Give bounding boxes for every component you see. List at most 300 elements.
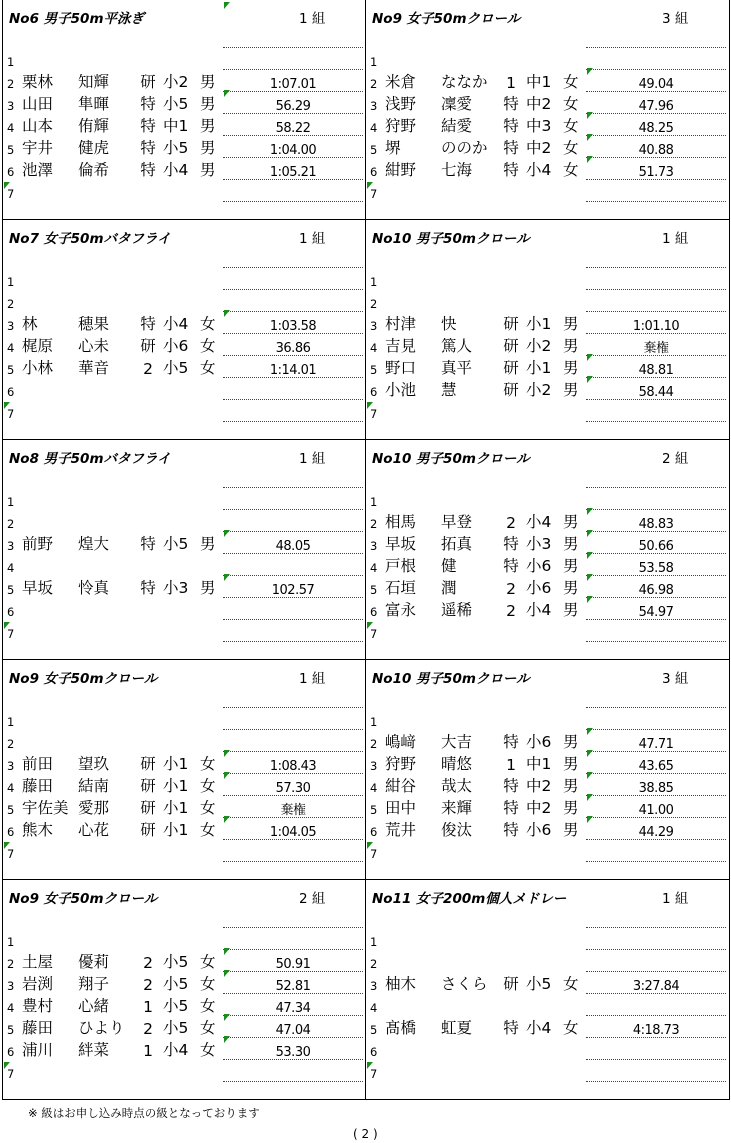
swimmer-family-name: 狩野 [385,755,417,773]
swimmer-family-name: 小池 [385,381,417,399]
swimmer-given-name: 凜愛 [441,95,473,113]
sex: 男 [563,535,579,553]
event-cell [366,220,730,440]
comment-marker-icon [587,68,593,75]
lane-number: 7 [370,847,378,861]
time-underline [223,927,363,928]
sex: 女 [200,1041,216,1059]
swimmer-family-name: 髙橋 [385,1019,417,1037]
time-underline [223,861,363,862]
lane-row [3,180,367,202]
affiliation-class: 特 [503,117,519,135]
comment-marker-icon [587,156,593,163]
entry-time: 48.81 [638,363,674,378]
lane-number: 2 [370,517,378,531]
entry-time: 51.73 [638,165,674,180]
swimmer-family-name: 荒井 [385,821,417,839]
heat-number: 2 組 [662,451,689,467]
lane-number: 4 [7,341,15,355]
lane-row [366,1038,730,1060]
affiliation-class: 2 [506,602,516,620]
school-grade: 小1 [163,799,189,817]
swimmer-given-name: 真平 [441,359,473,377]
event-title: No11 女子200m個人メドレー [372,891,567,907]
swimmer-given-name: 健虎 [78,139,110,157]
affiliation-class: 研 [503,359,519,377]
comment-marker-icon [224,574,230,581]
comment-marker-icon [587,574,593,581]
swimmer-given-name: 早登 [441,513,473,531]
swimmer-given-name: 慧 [441,381,457,399]
affiliation-class: 1 [506,74,516,92]
swimmer-family-name: 石垣 [385,579,417,597]
sex: 女 [200,1019,216,1037]
sex: 男 [563,359,579,377]
time-underline [586,487,726,488]
swimmer-family-name: 山本 [22,117,54,135]
swimmer-given-name: 倫希 [78,161,110,179]
entry-time: 47.34 [275,1001,311,1016]
sex: 男 [200,73,216,91]
lane-row [366,268,730,290]
comment-marker-icon [4,622,10,629]
swimmer-given-name: 心緒 [78,997,110,1015]
swimmer-given-name: 心花 [78,821,110,839]
lane-row [366,48,730,70]
swimmer-family-name: 早坂 [385,535,417,553]
comment-marker-icon [224,530,230,537]
heat-number: 1 組 [662,231,689,247]
time-underline [586,1081,726,1082]
school-grade: 小2 [526,337,552,355]
lane-row [3,708,367,730]
entry-time: 50.91 [275,957,311,972]
sex: 女 [200,953,216,971]
swimmer-family-name: 梶原 [22,337,54,355]
time-underline [223,641,363,642]
lane-number: 7 [7,847,15,861]
comment-marker-icon [224,772,230,779]
swimmer-given-name: さくら [441,975,488,993]
affiliation-class: 特 [503,557,519,575]
school-grade: 小5 [163,975,189,993]
swimmer-family-name: 田中 [385,799,417,817]
event-title: No10 男子50mクロール [372,451,530,467]
time-underline [223,707,363,708]
sex: 男 [563,557,579,575]
affiliation-class: 特 [140,579,156,597]
swimmer-family-name: 山田 [22,95,54,113]
lane-row [3,730,367,752]
lane-number: 3 [370,319,378,333]
entry-time: 棄権 [643,341,669,356]
school-grade: 小4 [526,1019,552,1037]
swimmer-given-name: 晴悠 [441,755,473,773]
entry-time: 54.97 [638,605,674,620]
swimmer-given-name: 健 [441,557,457,575]
affiliation-class: 2 [506,580,516,598]
lane-row [3,290,367,312]
entry-time: 52.81 [275,979,311,994]
school-grade: 小4 [526,161,552,179]
event-cell [366,660,730,880]
lane-number: 2 [370,77,378,91]
lane-number: 2 [370,737,378,751]
comment-marker-icon [224,1036,230,1043]
lane-row [3,928,367,950]
lane-number: 7 [7,187,15,201]
school-grade: 中2 [526,799,552,817]
lane-number: 2 [370,957,378,971]
sex: 女 [200,821,216,839]
entry-time: 50.66 [638,539,674,554]
school-grade: 中2 [526,95,552,113]
affiliation-class: 1 [143,998,153,1016]
affiliation-class: 特 [140,117,156,135]
lane-number: 6 [7,165,15,179]
swimmer-family-name: 野口 [385,359,417,377]
entry-time: 102.57 [271,583,315,598]
entry-time: 1:04.05 [269,825,317,840]
event-title: No10 男子50mクロール [372,231,530,247]
lane-row [3,510,367,532]
footer-note: ※ 級はお申し込み時点の級となっております [28,1106,260,1120]
heat-number: 1 組 [662,891,689,907]
event-cell [2,880,366,1100]
lane-row [366,378,730,400]
entry-time: 1:04.00 [269,143,317,158]
entry-time: 58.22 [275,121,311,136]
lane-row [3,92,367,114]
affiliation-class: 研 [140,337,156,355]
lane-row [366,774,730,796]
affiliation-class: 特 [503,139,519,157]
lane-row [366,972,730,994]
school-grade: 小5 [526,975,552,993]
affiliation-class: 特 [503,1019,519,1037]
school-grade: 小3 [163,579,189,597]
school-grade: 小3 [526,535,552,553]
lane-number: 1 [7,55,15,69]
sex: 女 [563,139,579,157]
swimmer-given-name: 結愛 [441,117,473,135]
lane-number: 3 [370,979,378,993]
lane-number: 5 [370,363,378,377]
lane-number: 5 [370,803,378,817]
swimmer-family-name: 早坂 [22,579,54,597]
event-title: No8 男子50mバタフライ [9,451,171,467]
lane-number: 7 [370,627,378,641]
sex: 女 [200,777,216,795]
entry-time: 3:27.84 [632,979,680,994]
lane-row [366,620,730,642]
lane-row [366,92,730,114]
entry-time: 53.30 [275,1045,311,1060]
lane-row [366,312,730,334]
lane-number: 5 [370,143,378,157]
affiliation-class: 研 [503,381,519,399]
comment-marker-icon [587,728,593,735]
lane-row [3,972,367,994]
time-underline [223,47,363,48]
swimmer-family-name: 前野 [22,535,54,553]
school-grade: 小6 [526,733,552,751]
lane-row [366,510,730,532]
lane-number: 6 [370,825,378,839]
comment-marker-icon [224,90,230,97]
school-grade: 小4 [163,315,189,333]
swimmer-family-name: 米倉 [385,73,417,91]
entry-time: 47.96 [638,99,674,114]
event-title: No6 男子50m平泳ぎ [9,11,145,27]
sex: 男 [563,513,579,531]
comment-marker-icon [224,1014,230,1021]
sex: 男 [200,579,216,597]
lane-number: 4 [370,781,378,795]
swimmer-family-name: 池澤 [22,161,54,179]
swimmer-given-name: 穂果 [78,315,110,333]
entry-time: 44.29 [638,825,674,840]
lane-row [3,620,367,642]
lane-number: 7 [370,187,378,201]
lane-number: 6 [7,385,15,399]
lane-row [366,1016,730,1038]
lane-number: 5 [7,803,15,817]
swimmer-given-name: 愛那 [78,799,110,817]
lane-row [366,114,730,136]
swimmer-family-name: 藤田 [22,1019,54,1037]
lane-row [366,488,730,510]
lane-row [3,752,367,774]
lane-row [3,576,367,598]
sex: 女 [563,161,579,179]
swimmer-family-name: 豊村 [22,997,54,1015]
lane-row [366,356,730,378]
lane-row [3,818,367,840]
lane-row [3,796,367,818]
lane-number: 3 [7,759,15,773]
time-underline [586,201,726,202]
swimmer-family-name: 紺野 [385,161,417,179]
lane-number: 2 [7,77,15,91]
lane-row [366,994,730,1016]
lane-row [3,136,367,158]
school-grade: 小1 [526,315,552,333]
lane-number: 7 [7,407,15,421]
sex: 女 [200,997,216,1015]
school-grade: 小1 [526,359,552,377]
lane-number: 3 [7,319,15,333]
entry-time: 57.30 [275,781,311,796]
event-cell [2,660,366,880]
lane-row [3,312,367,334]
swimmer-given-name: 拓真 [441,535,473,553]
lane-row [366,708,730,730]
lane-row [366,818,730,840]
entry-time: 36.86 [275,341,311,356]
lane-number: 5 [370,583,378,597]
time-underline [586,267,726,268]
swimmer-family-name: 吉見 [385,337,417,355]
lane-number: 4 [370,341,378,355]
heat-number: 3 組 [662,671,689,687]
entry-time: 1:01.10 [632,319,680,334]
lane-row [3,774,367,796]
affiliation-class: 特 [503,777,519,795]
school-grade: 小6 [526,821,552,839]
swimmer-family-name: 堺 [385,139,401,157]
lane-row [366,290,730,312]
comment-marker-icon [4,1062,10,1069]
entry-time: 56.29 [275,99,311,114]
swimmer-family-name: 浅野 [385,95,417,113]
sex: 女 [200,359,216,377]
lane-row [366,752,730,774]
comment-marker-icon [224,948,230,955]
event-title: No10 男子50mクロール [372,671,530,687]
lane-number: 4 [370,561,378,575]
comment-marker-icon [587,552,593,559]
comment-marker-icon [587,112,593,119]
sex: 女 [563,117,579,135]
school-grade: 中3 [526,117,552,135]
event-title: No7 女子50mバタフライ [9,231,171,247]
sex: 男 [563,315,579,333]
affiliation-class: 特 [503,799,519,817]
school-grade: 小1 [163,821,189,839]
swimmer-family-name: 林 [22,315,38,333]
lane-row [366,70,730,92]
lane-row [366,796,730,818]
sex: 女 [563,95,579,113]
comment-marker-icon [587,354,593,361]
lane-number: 1 [7,715,15,729]
swimmer-given-name: 華音 [78,359,110,377]
sex: 男 [563,755,579,773]
lane-number: 5 [7,143,15,157]
lane-number: 4 [7,1001,15,1015]
swimmer-given-name: 七海 [441,161,473,179]
school-grade: 小4 [163,1041,189,1059]
swimmer-family-name: 熊木 [22,821,54,839]
swimmer-given-name: ななか [441,73,488,91]
school-grade: 小5 [163,1019,189,1037]
swimmer-given-name: 隼暉 [78,95,110,113]
school-grade: 小5 [163,139,189,157]
time-underline [586,421,726,422]
affiliation-class: 特 [503,535,519,553]
sex: 男 [200,117,216,135]
comment-marker-icon [224,970,230,977]
sex: 男 [200,95,216,113]
lane-row [366,334,730,356]
comment-marker-icon [367,402,373,409]
lane-row [3,400,367,422]
swimmer-family-name: 宇佐美 [22,799,69,817]
lane-number: 6 [7,605,15,619]
lane-number: 7 [7,1067,15,1081]
lane-row [366,598,730,620]
swimmer-family-name: 浦川 [22,1041,54,1059]
school-grade: 小1 [163,777,189,795]
swimmer-given-name: 俊汰 [441,821,473,839]
comment-marker-icon [4,842,10,849]
swimmer-given-name: ののか [441,139,488,157]
sex: 女 [563,1019,579,1037]
sex: 男 [563,821,579,839]
school-grade: 小5 [163,359,189,377]
time-underline [586,641,726,642]
affiliation-class: 研 [503,337,519,355]
lane-row [3,356,367,378]
swimmer-given-name: 来輝 [441,799,473,817]
comment-marker-icon [367,622,373,629]
affiliation-class: 2 [506,514,516,532]
swimmer-given-name: 哉太 [441,777,473,795]
lane-number: 2 [7,517,15,531]
entry-time: 棄権 [280,803,306,818]
swimmer-given-name: 篤人 [441,337,473,355]
lane-row [3,48,367,70]
lane-number: 1 [370,495,378,509]
school-grade: 小5 [163,535,189,553]
swimmer-given-name: 望玖 [78,755,110,773]
lane-row [366,576,730,598]
affiliation-class: 2 [143,976,153,994]
sex: 男 [563,777,579,795]
lane-row [366,532,730,554]
swimmer-given-name: 翔子 [78,975,110,993]
lane-number: 4 [370,1001,378,1015]
school-grade: 中2 [526,139,552,157]
entry-time: 48.83 [638,517,674,532]
swimmer-given-name: 心未 [78,337,110,355]
entry-time: 53.58 [638,561,674,576]
comment-marker-icon [4,402,10,409]
lane-number: 3 [7,539,15,553]
sex: 男 [563,381,579,399]
lane-number: 6 [370,605,378,619]
entry-time: 1:14.01 [269,363,317,378]
school-grade: 中1 [526,755,552,773]
entry-time: 48.05 [275,539,311,554]
entry-time: 49.04 [638,77,674,92]
comment-marker-icon [367,1062,373,1069]
entry-time: 4:18.73 [632,1023,680,1038]
lane-row [366,554,730,576]
page-number: ( 2 ) [353,1127,378,1141]
lane-number: 6 [7,1045,15,1059]
swimmer-given-name: ひより [78,1019,125,1037]
lane-number: 7 [370,1067,378,1081]
swimmer-given-name: 侑輝 [78,117,110,135]
comment-marker-icon [367,842,373,849]
school-grade: 中2 [526,777,552,795]
lane-row [366,730,730,752]
swimmer-family-name: 嶋﨑 [385,733,417,751]
swimmer-family-name: 小林 [22,359,54,377]
lane-row [3,532,367,554]
comment-marker-icon [224,310,230,317]
affiliation-class: 特 [140,95,156,113]
lane-row [3,378,367,400]
time-underline [586,927,726,928]
lane-row [3,1038,367,1060]
heat-number: 2 組 [299,891,326,907]
comment-marker-icon [587,134,593,141]
comment-marker-icon [587,750,593,757]
lane-number: 1 [370,715,378,729]
